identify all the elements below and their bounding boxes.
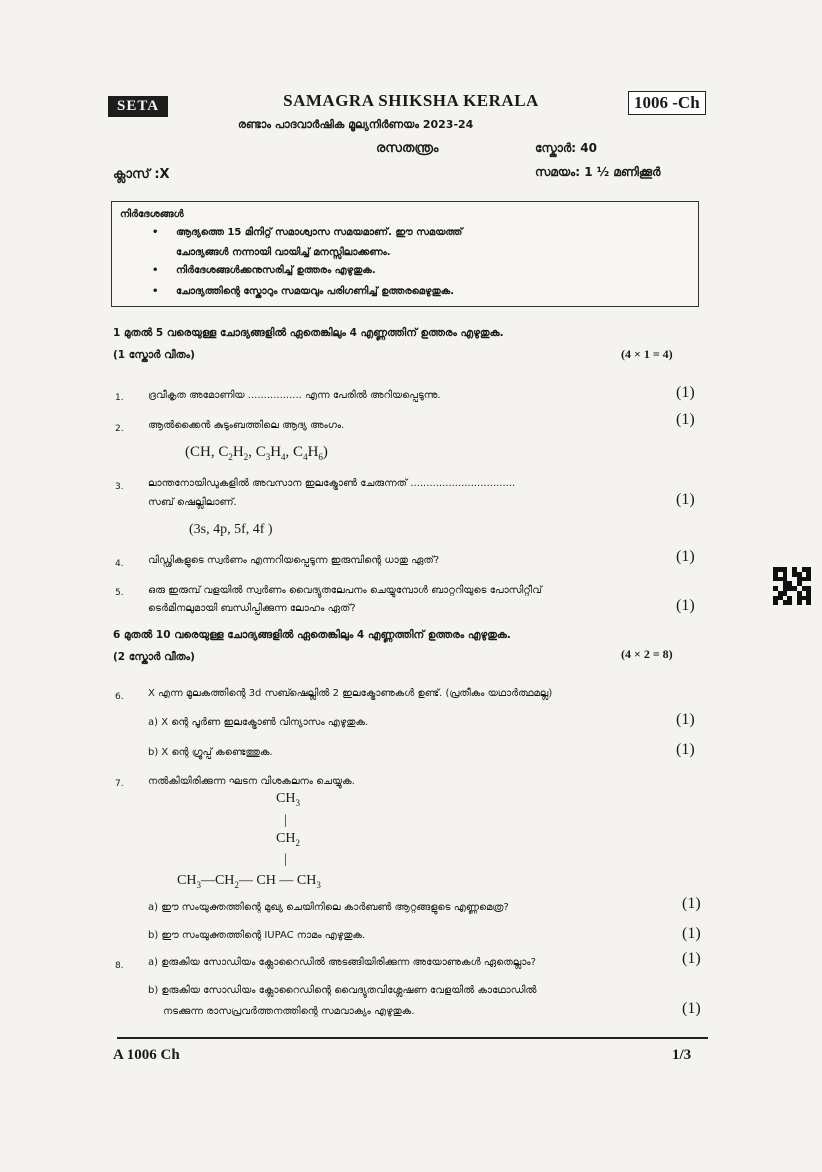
question-5-text: ഒരു ഇരുമ്പ് വളയിൽ സ്വർണം വൈദ്യുതലേപനം ചെയ്യുമ്പോൾ ബാറ്ററിയുടെ പോസിറ്റീവ് xyxy=(148,585,542,596)
question-7b-mark: (1) xyxy=(682,925,701,942)
footer-divider xyxy=(117,1037,708,1039)
qr-cell xyxy=(806,600,811,605)
question-2-text: ആൽക്കൈൻ കുടുംബത്തിലെ ആദ്യ അംഗം. xyxy=(148,420,345,431)
question-8b-mark: (1) xyxy=(682,1000,701,1017)
total-score: സ്കോർ: 40 xyxy=(535,141,597,155)
question-number: 7. xyxy=(115,779,124,789)
class-label: ക്ലാസ് :X xyxy=(113,167,170,182)
bullet-icon: • xyxy=(152,286,159,297)
question-4-mark: (1) xyxy=(676,548,695,565)
section-1-instruction: 1 മുതൽ 5 വരെയുള്ള ചോദ്യങ്ങളിൽ ഏതെങ്കിലും 4 എണ്ണത്തിന് ഉത്തരം എഴുതുക. xyxy=(113,327,504,339)
section-2-each: (2 സ്കോർ വീതം) xyxy=(113,651,195,663)
question-3-mark: (1) xyxy=(676,491,695,508)
question-6-text: X എന്ന മൂലകത്തിന്റെ 3d സബ്ഷെല്ലിൽ 2 ഇലക്ട്രോണുകൾ ഉണ്ട്. (പ്രതീകം യഥാർത്ഥമല്ല) xyxy=(148,688,553,699)
question-number: 8. xyxy=(115,961,124,971)
qr-code-icon xyxy=(773,567,811,605)
structure-main-chain: $CH_3—CH_2—$ CH — $CH_3$ xyxy=(177,873,321,890)
structure-ch2-mid: $CH_2$ xyxy=(276,831,300,848)
bullet-icon: • xyxy=(152,227,159,238)
section-1-each: (1 സ്കോർ വീതം) xyxy=(113,349,195,361)
section-2-instruction: 6 മുതൽ 10 വരെയുള്ള ചോദ്യങ്ങളിൽ ഏതെങ്കിലും 4 എണ്ണത്തിന് ഉത്തരം എഴുതുക. xyxy=(113,629,511,641)
question-number: 1. xyxy=(115,393,124,403)
question-6a-text: a) X ന്റെ പൂർണ ഇലക്ട്രോൺ വിന്യാസം എഴുതുക. xyxy=(148,717,369,728)
section-1-total: (4 × 1 = 4) xyxy=(621,347,673,361)
question-6b-mark: (1) xyxy=(676,741,695,758)
question-6a-mark: (1) xyxy=(676,711,695,728)
exam-name: രണ്ടാം പാദവാർഷിക മൂല്യനിർണയം 2023-24 xyxy=(238,118,474,131)
page-number: 1/3 xyxy=(672,1047,692,1063)
question-3-text-line2: സബ് ഷെല്ലിലാണ്. xyxy=(148,497,237,508)
question-8a-mark: (1) xyxy=(682,950,701,967)
question-8b-text: b) ഉരുകിയ സോഡിയം ക്ലോറൈഡിന്റെ വൈദ്യുതവിശ്ലേഷണ വേളയിൽ കാഥോഡിൽ xyxy=(148,985,537,996)
question-3-text: ലാന്തനോയിഡുകളിൽ അവസാന ഇലക്ട്രോൺ ചേരുന്നത് ................................. xyxy=(148,478,516,489)
question-8b-text-line2: നടക്കുന്ന രാസപ്രവർത്തനത്തിന്റെ സമവാക്യം എഴുതുക. xyxy=(163,1006,415,1017)
question-number: 6. xyxy=(115,692,124,702)
instructions-box xyxy=(111,201,699,307)
time-allowed: സമയം: 1 ½ മണിക്കൂർ xyxy=(535,165,661,179)
paper-code: 1006 -Ch xyxy=(628,91,706,115)
structure-bond-line: | xyxy=(284,852,287,867)
instruction-item: നിർദേശങ്ങൾക്കനുസരിച്ച് ഉത്തരം എഴുതുക. xyxy=(176,265,376,276)
footer-code: A 1006 Ch xyxy=(113,1047,180,1063)
question-number: 3. xyxy=(115,482,124,492)
structure-ch3-top: $CH_3$ xyxy=(276,791,300,808)
question-2-mark: (1) xyxy=(676,411,695,428)
question-8a-text: a) ഉരുകിയ സോഡിയം ക്ലോറൈഡിൽ അടങ്ങിയിരിക്കുന്ന അയോണുകൾ ഏതെല്ലാം? xyxy=(148,957,536,968)
question-2-options: (CH, $C_2H_2$, $C_3H_4$, $C_4H_6$) xyxy=(185,444,328,462)
question-1-mark: (1) xyxy=(676,384,695,401)
question-number: 5. xyxy=(115,588,124,598)
structure-bond-line: | xyxy=(284,813,287,828)
section-2-total: (4 × 2 = 8) xyxy=(621,647,673,661)
instruction-item: ആദ്യത്തെ 15 മിനിറ്റ് സമാശ്വാസ സമയമാണ്. ഈ സമയത്ത് xyxy=(176,227,463,238)
instruction-item: ചോദ്യത്തിന്റെ സ്കോറും സമയവും പരിഗണിച്ച് ഉത്തരമെഴുതുക. xyxy=(176,286,454,297)
question-3-options: (3s, 4p, 5f, 4f ) xyxy=(189,522,273,537)
set-label: SETA xyxy=(108,96,168,117)
question-7b-text: b) ഈ സംയുക്തത്തിന്റെ IUPAC നാമം എഴുതുക. xyxy=(148,930,366,941)
instruction-item: ചോദ്യങ്ങൾ നന്നായി വായിച്ച് മനസ്സിലാക്കണം. xyxy=(176,247,391,258)
question-4-text: വിഡ്ഢികളുടെ സ്വർണം എന്നറിയപ്പെടുന്ന ഇരുമ്പിന്റെ ധാതു ഏത്? xyxy=(148,555,440,566)
question-7-text: നൽകിയിരിക്കുന്ന ഘടന വിശകലനം ചെയ്യുക. xyxy=(148,776,355,787)
question-5-text-line2: ടെർമിനലുമായി ബന്ധിപ്പിക്കുന്ന ലോഹം ഏത്? xyxy=(148,603,356,614)
question-5-mark: (1) xyxy=(676,597,695,614)
question-6b-text: b) X ന്റെ ഗ്രൂപ്പ് കണ്ടെത്തുക. xyxy=(148,747,273,758)
page-title: SAMAGRA SHIKSHA KERALA xyxy=(283,91,539,110)
question-number: 4. xyxy=(115,559,124,569)
subject: രസതന്ത്രം xyxy=(376,141,439,156)
question-number: 2. xyxy=(115,424,124,434)
bullet-icon: • xyxy=(152,265,159,276)
instructions-heading: നിർദേശങ്ങൾ xyxy=(120,209,184,220)
question-7a-mark: (1) xyxy=(682,895,701,912)
question-1-text: ദ്രവീകൃത അമോണിയ ................. എന്ന പേരിൽ അറിയപ്പെടുന്നു. xyxy=(148,390,441,401)
question-7a-text: a) ഈ സംയുക്തത്തിന്റെ മുഖ്യ ചെയിനിലെ കാർബൺ ആറ്റങ്ങളുടെ എണ്ണമെത്ര? xyxy=(148,902,509,913)
